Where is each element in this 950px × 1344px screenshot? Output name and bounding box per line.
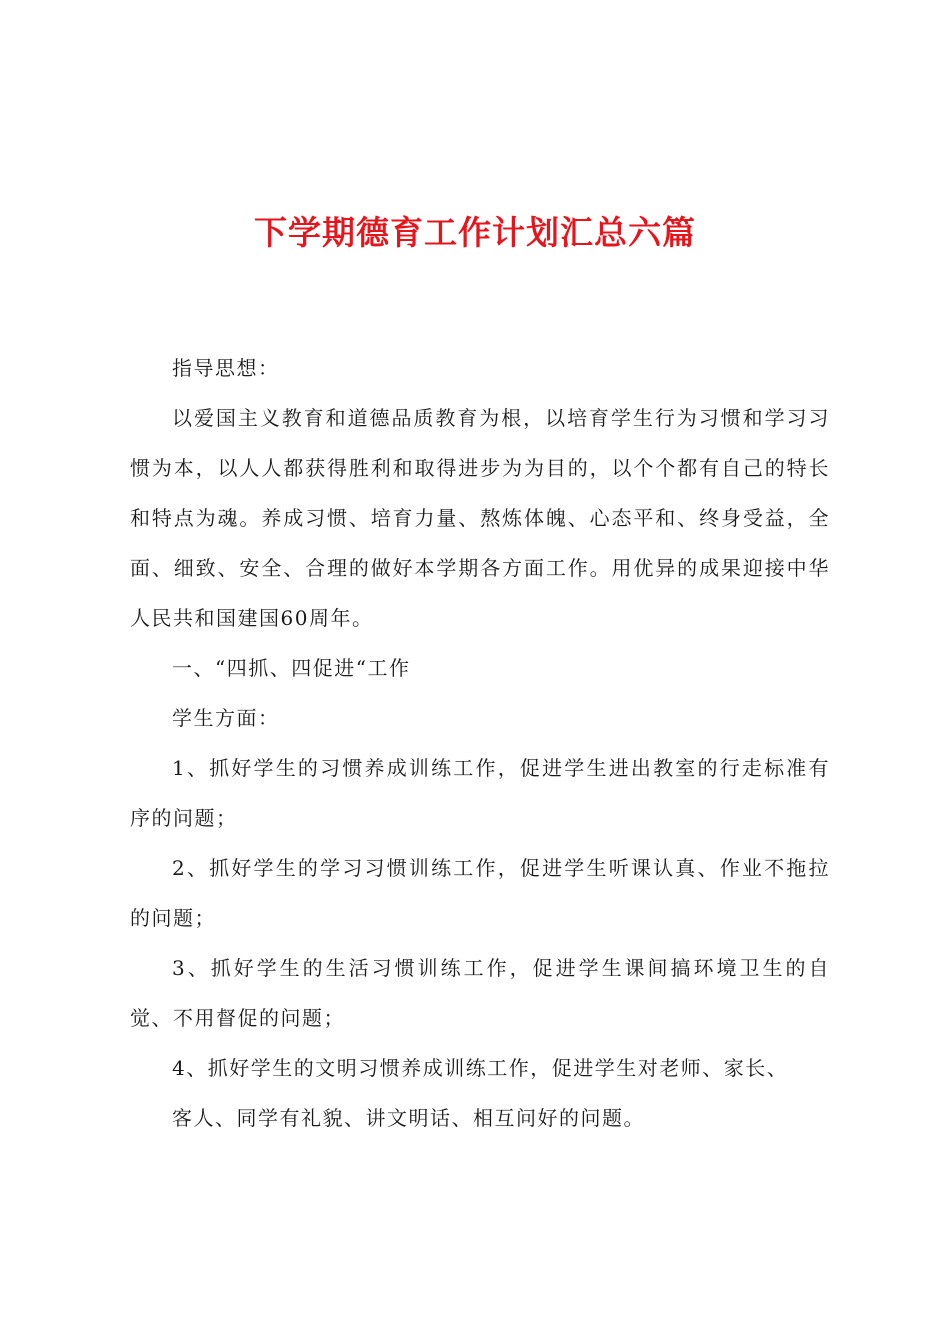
list-item-4-continued: 客人、同学有礼貌、讲文明话、相互问好的问题。 — [172, 1106, 645, 1130]
document-title: 下学期德育工作计划汇总六篇 — [254, 213, 696, 252]
list-item-3: 3、抓好学生的生活习惯训练工作，促进学生课间搞环境卫生的自觉、不用督促的问题； — [130, 956, 830, 1030]
paragraph-section-heading: 一、“四抓、四促进“工作 — [172, 656, 411, 680]
list-item-1: 1、抓好学生的习惯养成训练工作，促进学生进出教室的行走标准有序的问题； — [130, 756, 830, 830]
paragraph-guiding-heading: 指导思想： — [172, 356, 280, 380]
document-body — [130, 343, 830, 1143]
paragraph-guiding-thought: 以爱国主义教育和道德品质教育为根，以培育学生行为习惯和学习习惯为本，以人人都获得胜利和取得进步为为目的，以个个都有自己的特长和特点为魂。养成习惯、培育力量、熬炼体魄、心态平和、终身受益，全面、细致、安全、合理的做好本学期各方面工作。用优异的成果迎接中华人民共和国建国60周年。 — [130, 406, 830, 630]
list-item-4: 4、抓好学生的文明习惯养成训练工作，促进学生对老师、家长、 — [172, 1056, 789, 1080]
list-item-2: 2、抓好学生的学习习惯训练工作，促进学生听课认真、作业不拖拉的问题； — [130, 856, 830, 930]
paragraph-student-heading: 学生方面： — [172, 706, 280, 730]
